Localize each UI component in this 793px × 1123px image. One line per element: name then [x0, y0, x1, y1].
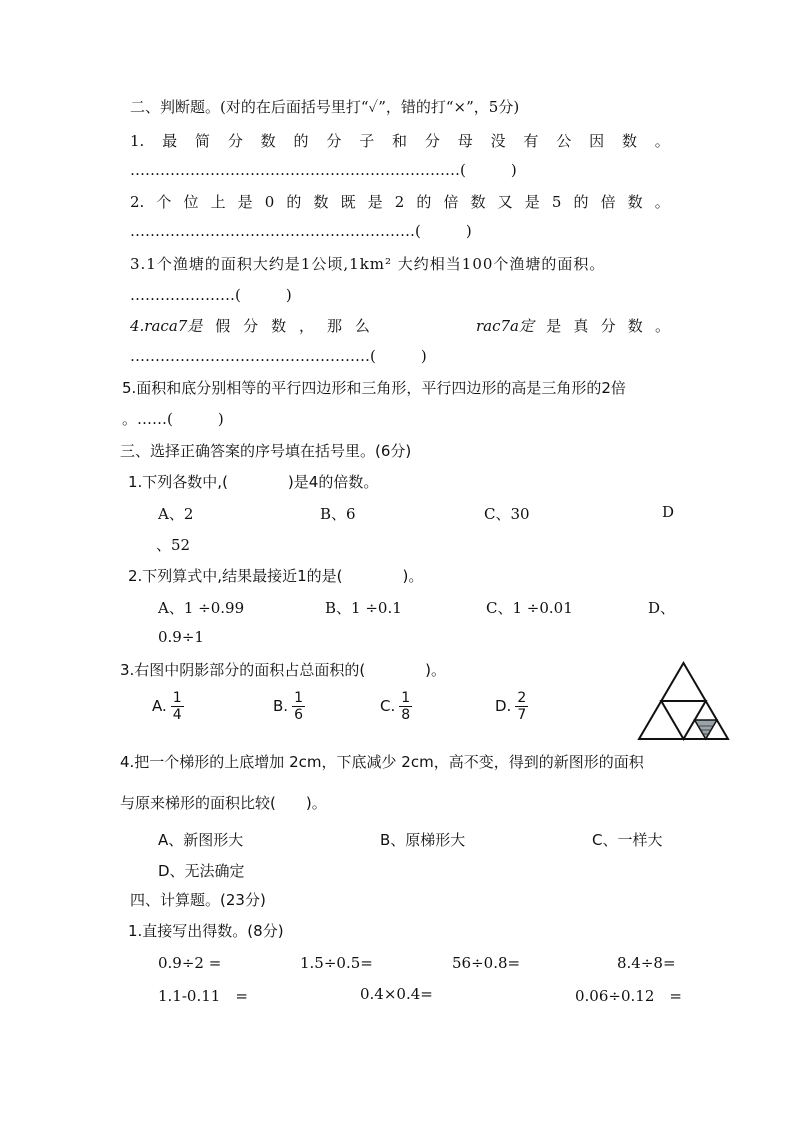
- unit: 2cm: [401, 753, 434, 771]
- text-char: 0: [264, 193, 275, 211]
- stem-part: 4.把一个梯形的上底增加: [120, 753, 290, 771]
- fraction-numerator: 1: [172, 690, 182, 706]
- text-char: 倍: [600, 193, 616, 211]
- text-char: rac7a定: [476, 317, 535, 335]
- answer-blank-2-2[interactable]: …………………………………………………( ): [130, 222, 472, 240]
- text-char: 的: [293, 132, 309, 150]
- text-char: 分: [600, 317, 616, 335]
- text-char: 没: [490, 132, 506, 150]
- text-char: 又: [497, 193, 513, 211]
- question-2-4-right: [476, 316, 670, 336]
- text-char: 的: [416, 193, 432, 211]
- text-char: 真: [573, 317, 589, 335]
- fraction-denominator: 8: [401, 707, 411, 723]
- option-label: D.: [495, 697, 512, 715]
- question-2-5: 5.面积和底分别相等的平行四边形和三角形，平行四边形的高是三角形的2倍: [122, 379, 626, 397]
- option-3-1-d-label[interactable]: D: [662, 503, 675, 521]
- text-char: 分: [243, 317, 259, 335]
- text-char: 和: [392, 132, 408, 150]
- fraction-numerator: 2: [517, 690, 527, 706]
- text-char: 数: [470, 193, 486, 211]
- text-char: 个: [156, 193, 172, 211]
- text-char: 。: [654, 132, 670, 150]
- text-char: 是: [237, 193, 253, 211]
- text-char: 是: [367, 193, 383, 211]
- text-char: 是: [524, 193, 540, 211]
- option-3-1-b[interactable]: B、6: [320, 505, 356, 523]
- text-char: 。: [654, 193, 670, 211]
- calc-item[interactable]: 1.1-0.11 =: [158, 987, 248, 1005]
- calc-item[interactable]: 0.06÷0.12 =: [575, 987, 682, 1005]
- fraction-denominator: 7: [517, 707, 527, 723]
- question-2-4-left: [130, 316, 370, 336]
- question-3-2: 2.下列算式中,结果最接近1的是( )。: [128, 567, 424, 585]
- answer-blank-2-3[interactable]: …………………( ): [130, 286, 292, 304]
- question-3-4-line2: 与原来梯形的面积比较( )。: [120, 794, 327, 812]
- section-4-heading: 四、计算题。(23分): [130, 891, 266, 909]
- option-3-4-b[interactable]: B、原梯形大: [380, 831, 466, 849]
- text-char: 公: [556, 132, 572, 150]
- option-3-1-c[interactable]: C、30: [484, 505, 530, 523]
- text-char: 位: [183, 193, 199, 211]
- text-char: 分: [227, 132, 243, 150]
- fraction: [515, 690, 528, 723]
- question-3-4: [120, 752, 644, 772]
- option-3-1-a[interactable]: A、2: [158, 505, 194, 523]
- calc-item[interactable]: 0.9÷2 =: [158, 954, 222, 972]
- text-char: 1.: [130, 132, 145, 150]
- calc-item[interactable]: 8.4÷8=: [617, 954, 676, 972]
- option-3-2-b[interactable]: B、1 ÷0.1: [325, 599, 402, 617]
- calc-item[interactable]: 0.4×0.4=: [360, 985, 433, 1003]
- text-char: 数: [621, 132, 637, 150]
- text-char: 那: [326, 317, 342, 335]
- option-3-3-d[interactable]: [495, 690, 528, 723]
- question-2-3: 3.1个渔塘的面积大约是1公顷,1km² 大约相当100个渔塘的面积。: [130, 255, 606, 273]
- option-3-2-c[interactable]: C、1 ÷0.01: [486, 599, 573, 617]
- option-3-2-a[interactable]: A、1 ÷0.99: [158, 599, 245, 617]
- option-3-4-d[interactable]: D、无法确定: [158, 862, 245, 880]
- text-char: 分: [424, 132, 440, 150]
- option-3-1-d-value[interactable]: 、52: [156, 536, 191, 554]
- question-3-1: 1.下列各数中,( )是4的倍数。: [128, 473, 379, 491]
- text-char: 4.raca7是: [130, 317, 203, 335]
- text-char: 既: [340, 193, 356, 211]
- text-char: 么: [354, 317, 370, 335]
- text-char: 母: [457, 132, 473, 150]
- stem-part: ，高不变，得到的新图形的面积: [433, 753, 644, 771]
- question-2-2: [130, 192, 670, 212]
- text-char: 数: [627, 317, 643, 335]
- fraction-numerator: 1: [294, 690, 303, 706]
- text-char: 数: [627, 193, 643, 211]
- option-3-4-a[interactable]: A、新图形大: [158, 831, 244, 849]
- answer-blank-2-5[interactable]: 。……( ): [122, 410, 224, 428]
- text-char: 简: [194, 132, 210, 150]
- option-3-3-a[interactable]: [152, 690, 184, 723]
- option-label: B.: [273, 697, 289, 715]
- answer-blank-2-4[interactable]: …………………………………………( ): [130, 347, 427, 365]
- section-2-heading: 二、判断题。(对的在后面括号里打“✓”，错的打“×”，5分): [130, 98, 520, 116]
- subsection-4-1: 1.直接写出得数。(8分): [128, 922, 284, 940]
- option-label: C.: [380, 697, 396, 715]
- text-char: 是: [546, 317, 562, 335]
- text-char: 最: [162, 132, 178, 150]
- text-char: 数: [260, 132, 276, 150]
- answer-blank-2-1[interactable]: …………………………………………………………( ): [130, 161, 517, 179]
- text-char: 因: [589, 132, 605, 150]
- fraction: [292, 690, 305, 723]
- text-char: 假: [215, 317, 231, 335]
- triangle-figure: [636, 660, 731, 742]
- option-3-3-c[interactable]: [380, 690, 412, 723]
- question-3-3: 3.右图中阴影部分的面积占总面积的( )。: [120, 661, 447, 679]
- text-char: ，: [299, 317, 315, 335]
- text-char: 子: [359, 132, 375, 150]
- text-char: 有: [523, 132, 539, 150]
- option-label: A.: [152, 697, 167, 715]
- text-char: 2: [394, 193, 405, 211]
- fraction-denominator: 4: [172, 707, 182, 723]
- section-3-heading: 三、选择正确答案的序号填在括号里。(6分): [120, 442, 412, 460]
- option-3-2-d-label[interactable]: D、: [648, 599, 676, 617]
- text-char: 5: [551, 193, 562, 211]
- text-char: 倍: [443, 193, 459, 211]
- text-char: 上: [210, 193, 226, 211]
- calc-item[interactable]: 56÷0.8=: [452, 954, 521, 972]
- option-3-3-b[interactable]: [273, 690, 305, 723]
- option-3-2-d-value[interactable]: 0.9÷1: [158, 628, 204, 646]
- fraction: [171, 690, 184, 723]
- fraction-numerator: 1: [401, 690, 411, 706]
- fraction-denominator: 6: [294, 707, 303, 723]
- option-3-4-c[interactable]: C、一样大: [592, 831, 663, 849]
- text-char: 的: [286, 193, 302, 211]
- text-char: 数: [271, 317, 287, 335]
- stem-part: ，下底减少: [321, 753, 402, 771]
- fraction: [399, 690, 412, 723]
- question-2-1: [130, 131, 670, 151]
- text-char: 2.: [130, 193, 145, 211]
- text-char: 分: [326, 132, 342, 150]
- text-char: 的: [573, 193, 589, 211]
- unit: 2cm: [289, 753, 322, 771]
- text-char: 。: [654, 317, 670, 335]
- text-char: 数: [313, 193, 329, 211]
- calc-item[interactable]: 1.5÷0.5=: [300, 954, 373, 972]
